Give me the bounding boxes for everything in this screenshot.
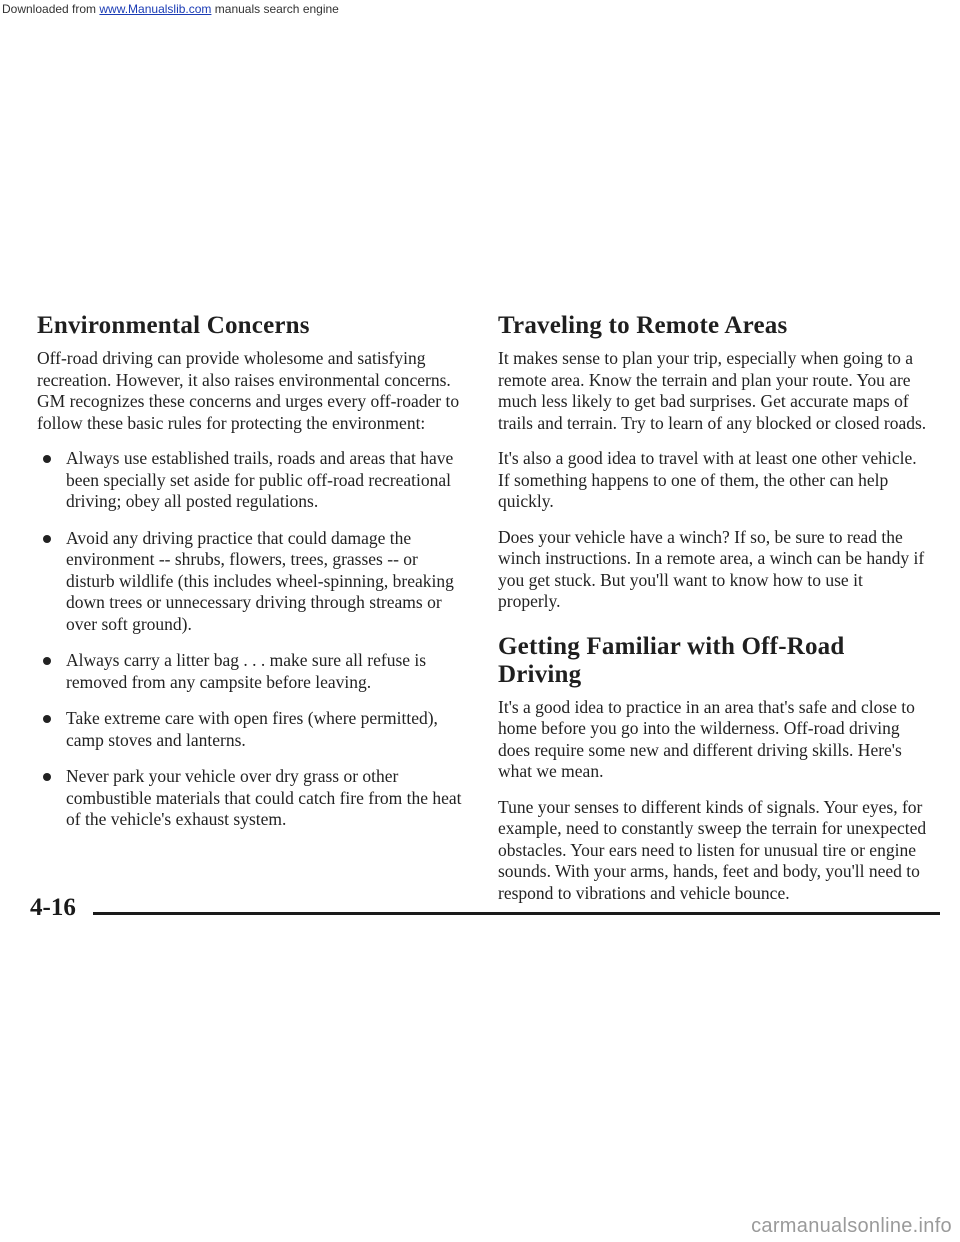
site-watermark: carmanualsonline.info xyxy=(751,1215,952,1237)
paragraph: Does your vehicle have a winch? If so, be sure to read the winch instructions. In a remote area, a winch can be handy if you get stuck. But you'll want to know how to use it properly. xyxy=(498,526,925,611)
remote-areas-heading: Traveling to Remote Areas xyxy=(498,312,788,339)
environmental-concerns-heading: Environmental Concerns xyxy=(37,312,310,339)
paragraph: Tune your senses to different kinds of signals. Your eyes, for example, need to constantly sweep the terrain for unexpected obstacles. Your ears need to listen for unusual tire or engine sounds. With your arms, hands, feet and body, you'll need to respond to vibrations and vehicle bounce. xyxy=(498,796,927,903)
list-item xyxy=(37,766,467,831)
footer-rule xyxy=(93,912,940,915)
list-item xyxy=(37,650,467,693)
paragraph: It's also a good idea to travel with at least one other vehicle. If something happens to one of them, the other can help quickly. xyxy=(498,448,917,511)
banner-prefix: Downloaded from xyxy=(2,2,100,16)
off-road-familiar-heading: Getting Familiar with Off-Road Driving xyxy=(498,632,845,688)
list-item-text: Always use established trails, roads and areas that have been specially set aside for public off-road recreational driving; obey all posted regulations. xyxy=(66,448,454,511)
list-item-text: Never park your vehicle over dry grass or other combustible materials that could catch fire from the heat of the vehicle's exhaust system. xyxy=(66,766,462,829)
right-column xyxy=(498,312,928,918)
list-item xyxy=(37,528,467,636)
bullet-icon xyxy=(43,535,51,543)
manualslib-link[interactable]: www.Manualslib.com xyxy=(99,2,212,16)
page-footer xyxy=(30,894,940,934)
bullet-icon xyxy=(43,773,51,781)
left-column xyxy=(37,312,467,846)
paragraph: It makes sense to plan your trip, especially when going to a remote area. Know the terrain and plan your route. You are much less likely to get bad surprises. Get accurate maps of trails and terrain. Try to learn of any blocked or closed roads. xyxy=(498,348,927,433)
page-number: 4-16 xyxy=(30,894,76,921)
list-item xyxy=(37,448,467,513)
list-item-text: Avoid any driving practice that could damage the environment -- shrubs, flowers, trees, grasses -- or disturb wildlife (this includes wheel-spinning, breaking down trees or unnecessary driving through streams or over soft ground). xyxy=(66,527,454,634)
list-item-text: Take extreme care with open fires (where permitted), camp stoves and lanterns. xyxy=(66,708,438,750)
list-item xyxy=(37,708,467,751)
paragraph: It's a good idea to practice in an area that's safe and close to home before you go into the wilderness. Off-road driving does require some new and different driving skills. Here's what we mean. xyxy=(498,696,915,781)
environmental-intro: Off-road driving can provide wholesome and satisfying recreation. However, it also raises environmental concerns. GM recognizes these concerns and urges every off-roader to follow these basic rules for protecting the environment: xyxy=(37,348,460,433)
bullet-icon xyxy=(43,455,51,463)
banner-suffix: manuals search engine xyxy=(211,2,339,16)
environment-rules-list xyxy=(37,448,467,831)
list-item-text: Always carry a litter bag . . . make sure all refuse is removed from any campsite before leaving. xyxy=(66,650,427,692)
bullet-icon xyxy=(43,715,51,723)
bullet-icon xyxy=(43,657,51,665)
download-banner xyxy=(0,0,960,18)
